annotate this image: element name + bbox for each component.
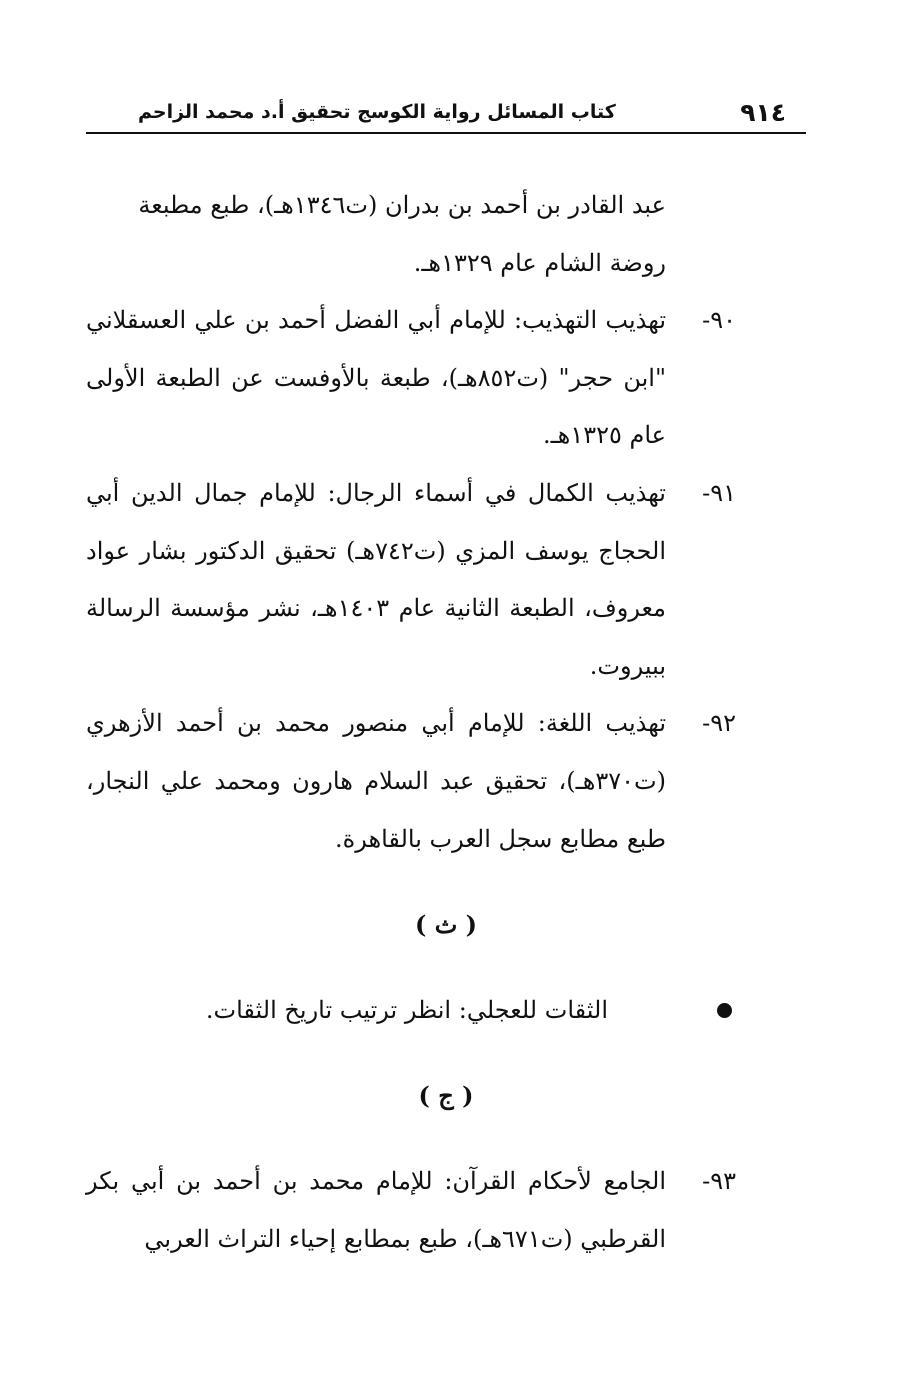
bibliography-body bbox=[86, 177, 736, 1268]
entry-number: ٩٣- bbox=[702, 1166, 736, 1195]
page-header bbox=[86, 92, 806, 134]
running-title: كتاب المسائل رواية الكوسج تحقيق أ.د محمد الزاحم bbox=[138, 101, 616, 123]
bibliography-entry bbox=[86, 1153, 736, 1268]
section-heading-jim: ( ج ) bbox=[418, 1081, 474, 1111]
entry-text: الجامع لأحكام القرآن: للإمام محمد بن أحمد بن أبي بكر القرطبي (ت٦٧١هـ)، طبع بمطابع إحياء التراث العربي bbox=[86, 1166, 666, 1253]
entry-number: ٩٠- bbox=[702, 306, 736, 335]
entry-number: ٩٢- bbox=[702, 709, 736, 738]
bibliography-entry bbox=[86, 695, 736, 868]
page-number: ٩١٤ bbox=[740, 97, 786, 127]
section-heading-tha: ( ث ) bbox=[414, 910, 477, 940]
bibliography-entry bbox=[86, 292, 736, 465]
entry-text: تهذيب الكمال في أسماء الرجال: للإمام جمال الدين أبي الحجاج يوسف المزي (ت٧٤٢هـ) تحقيق الدكتور بشار عواد معروف، الطبعة الثانية عام ١٤٠٣هـ، نشر مؤسسة الرسالة ببيروت. bbox=[86, 478, 667, 680]
entry-text: تهذيب اللغة: للإمام أبي منصور محمد بن أحمد الأزهري (ت٣٧٠هـ)، تحقيق عبد السلام هارون ومحمد علي النجار، طبع مطابع سجل العرب بالقاهرة. bbox=[86, 709, 666, 853]
bullet-marker bbox=[666, 982, 736, 1040]
entry-text: تهذيب التهذيب: للإمام أبي الفضل أحمد بن علي العسقلاني "ابن حجر" (ت٨٥٢هـ)، طبعة بالأوفست عن الطبعة الأولى عام ١٣٢٥هـ. bbox=[86, 306, 667, 450]
bullet-text: الثقات للعجلي: انظر ترتيب تاريخ الثقات. bbox=[205, 995, 608, 1024]
bullet-item bbox=[86, 982, 736, 1040]
continued-paragraph bbox=[86, 177, 736, 292]
entry-number: ٩١- bbox=[702, 478, 736, 507]
bullet-dot-icon bbox=[717, 1003, 732, 1018]
continued-line: روضة الشام عام ١٣٢٩هـ. bbox=[413, 248, 666, 277]
bibliography-entry bbox=[86, 465, 736, 695]
continued-line: عبد القادر بن أحمد بن بدران (ت١٣٤٦هـ)، طبع مطبعة bbox=[138, 191, 666, 219]
